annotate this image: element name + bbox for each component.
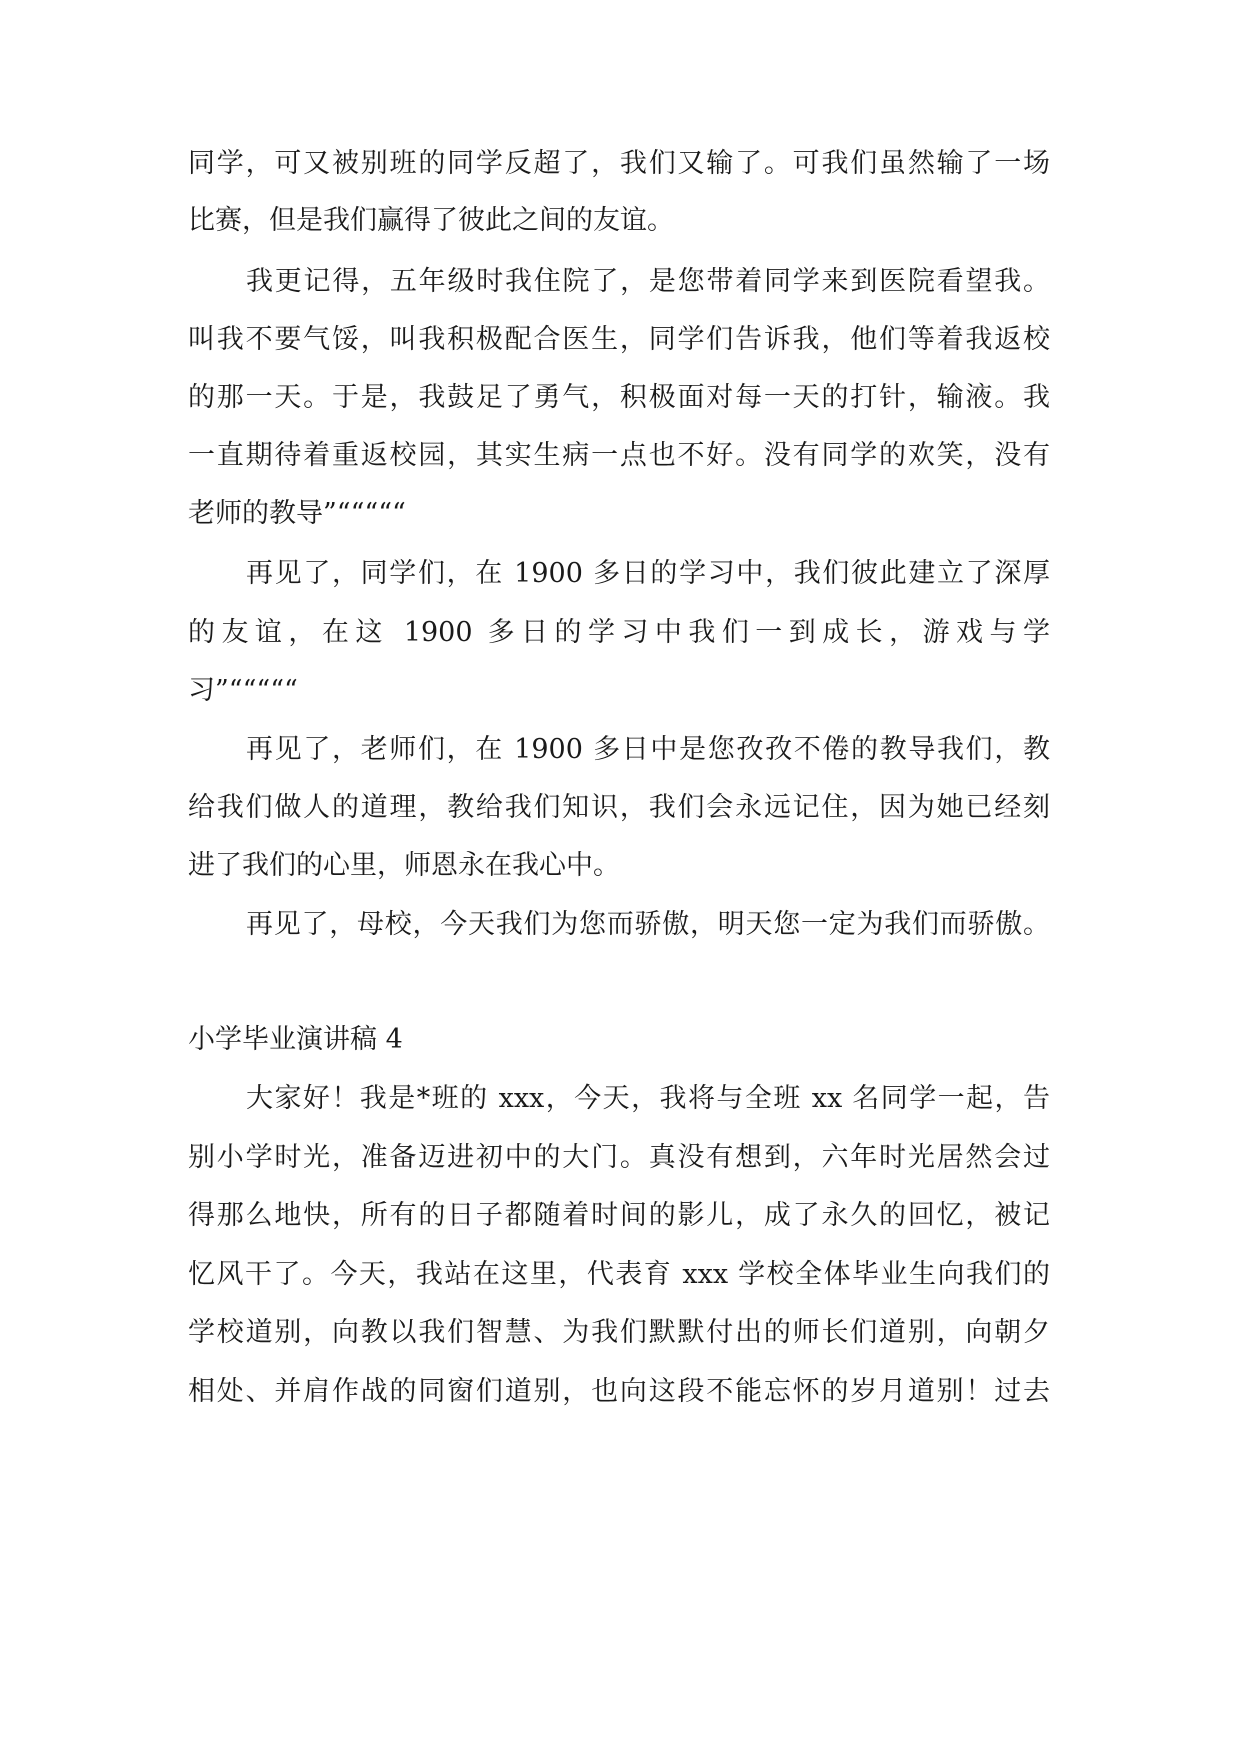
text-line: 的友谊，在这 1900 多日的学习中我们一到成长，游戏与学 xyxy=(188,617,1050,648)
section-heading: 小学毕业演讲稿 4 xyxy=(188,1024,403,1055)
text-line: 给我们做人的道理，教给我们知识，我们会永远记住，因为她已经刻 xyxy=(188,792,1050,823)
text-line: 同学，可又被别班的同学反超了，我们又输了。可我们虽然输了一场 xyxy=(188,148,1050,179)
text-line: 的那一天。于是，我鼓足了勇气，积极面对每一天的打针，输液。我 xyxy=(188,382,1050,413)
text-line: 老师的教导”“““““ xyxy=(188,498,406,529)
text-line: 别小学时光，准备迈进初中的大门。真没有想到，六年时光居然会过 xyxy=(188,1142,1050,1173)
paragraph-first-line: 再见了，同学们，在 1900 多日的学习中，我们彼此建立了深厚 xyxy=(246,558,1050,589)
text-line: 进了我们的心里，师恩永在我心中。 xyxy=(188,850,620,881)
paragraph-first-line: 再见了，老师们，在 1900 多日中是您孜孜不倦的教导我们，教 xyxy=(246,734,1050,765)
text-line: 习”“““““ xyxy=(188,675,298,706)
paragraph-first-line: 我更记得，五年级时我住院了，是您带着同学来到医院看望我。 xyxy=(246,266,1050,297)
text-line: 叫我不要气馁，叫我积极配合医生，同学们告诉我，他们等着我返校 xyxy=(188,324,1050,355)
text-line: 得那么地快，所有的日子都随着时间的影儿，成了永久的回忆，被记 xyxy=(188,1200,1050,1231)
text-line: 比赛，但是我们赢得了彼此之间的友谊。 xyxy=(188,205,674,236)
text-line: 学校道别，向教以我们智慧、为我们默默付出的师长们道别，向朝夕 xyxy=(188,1317,1050,1348)
paragraph-first-line: 大家好！我是*班的 xxx，今天，我将与全班 xx 名同学一起，告 xyxy=(246,1083,1050,1114)
text-line: 一直期待着重返校园，其实生病一点也不好。没有同学的欢笑，没有 xyxy=(188,440,1050,471)
paragraph-first-line: 再见了，母校，今天我们为您而骄傲，明天您一定为我们而骄傲。 xyxy=(246,909,1050,940)
text-line: 忆风干了。今天，我站在这里，代表育 xxx 学校全体毕业生向我们的 xyxy=(188,1259,1050,1290)
text-line: 相处、并肩作战的同窗们道别，也向这段不能忘怀的岁月道别！过去 xyxy=(188,1376,1050,1407)
